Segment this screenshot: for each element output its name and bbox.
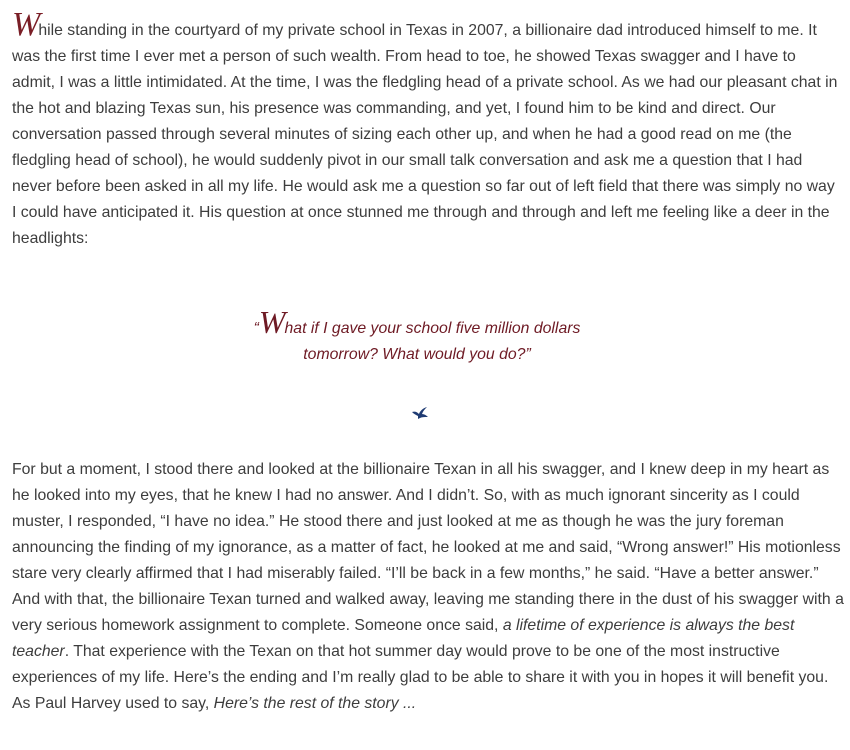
quoted-saying: a lifetime of experience is always the best teacher xyxy=(12,617,795,660)
story-text-part-2: . That experience with the Texan on that hot summer day would prove to be one of the most instructive experiences of my life. Here’s the ending and I’m really glad to be able to share it with you in hopes it will benefit you. As Paul Harvey used to say, xyxy=(12,643,829,712)
story-paragraph xyxy=(12,457,846,717)
pull-quote-open-mark: “ xyxy=(253,320,259,337)
pull-quote-line-1-text: hat if I gave your school five million dollars xyxy=(284,320,581,337)
intro-paragraph-text: hile standing in the courtyard of my private school in Texas in 2007, a billionaire dad introduced himself to me. It was the first time I ever met a person of such wealth. From head to toe, he showed Texas swagger and I have to admit, I was a little intimidated. At the time, I was the fledgling head of a private school. As we had our pleasant chat in the hot and blazing Texas sun, his presence was commanding, and yet, I found him to be kind and direct. Our conversation passed through several minutes of sizing each other up, and when he had a good read on me (the fledgling head of school), he would suddenly pivot in our small talk conversation and ask me a question that I had never before been asked in all my life. He would ask me a question so far out of left field that there was simply no way I could have anticipated it. His question at once stunned me through and through and left me feeling like a deer in the headlights: xyxy=(12,22,838,247)
story-text-part-1: For but a moment, I stood there and looked at the billionaire Texan in all his swagger, and I knew deep in my heart as he looked into my eyes, that he knew I had no answer. And I didn’t. So, with as much ignorant sincerity as I could muster, I responded, “I have no idea.” He stood there and just looked at me as though he was the jury foreman announcing the finding of my ignorance, as a matter of fact, he looked at me and said, “Wrong answer!” His motionless stare very clearly affirmed that I had miserably failed. “I’ll be back in a few months,” he said. “Have a better answer.” And with that, the billionaire Texan turned and walked away, leaving me standing there in the dust of his swagger with a very serious homework assignment to complete. Someone once said, xyxy=(12,461,844,634)
pull-quote-drop-cap: W xyxy=(258,304,285,340)
pull-quote xyxy=(0,304,834,368)
intro-paragraph xyxy=(12,6,842,252)
closing-phrase: Here’s the rest of the story ... xyxy=(213,695,417,712)
bird-icon xyxy=(411,406,429,420)
bird-icon-shape xyxy=(412,407,428,419)
drop-cap: W xyxy=(12,6,39,43)
pull-quote-line-2: tomorrow? What would you do?” xyxy=(303,346,531,363)
pull-quote-line-1 xyxy=(0,304,834,342)
